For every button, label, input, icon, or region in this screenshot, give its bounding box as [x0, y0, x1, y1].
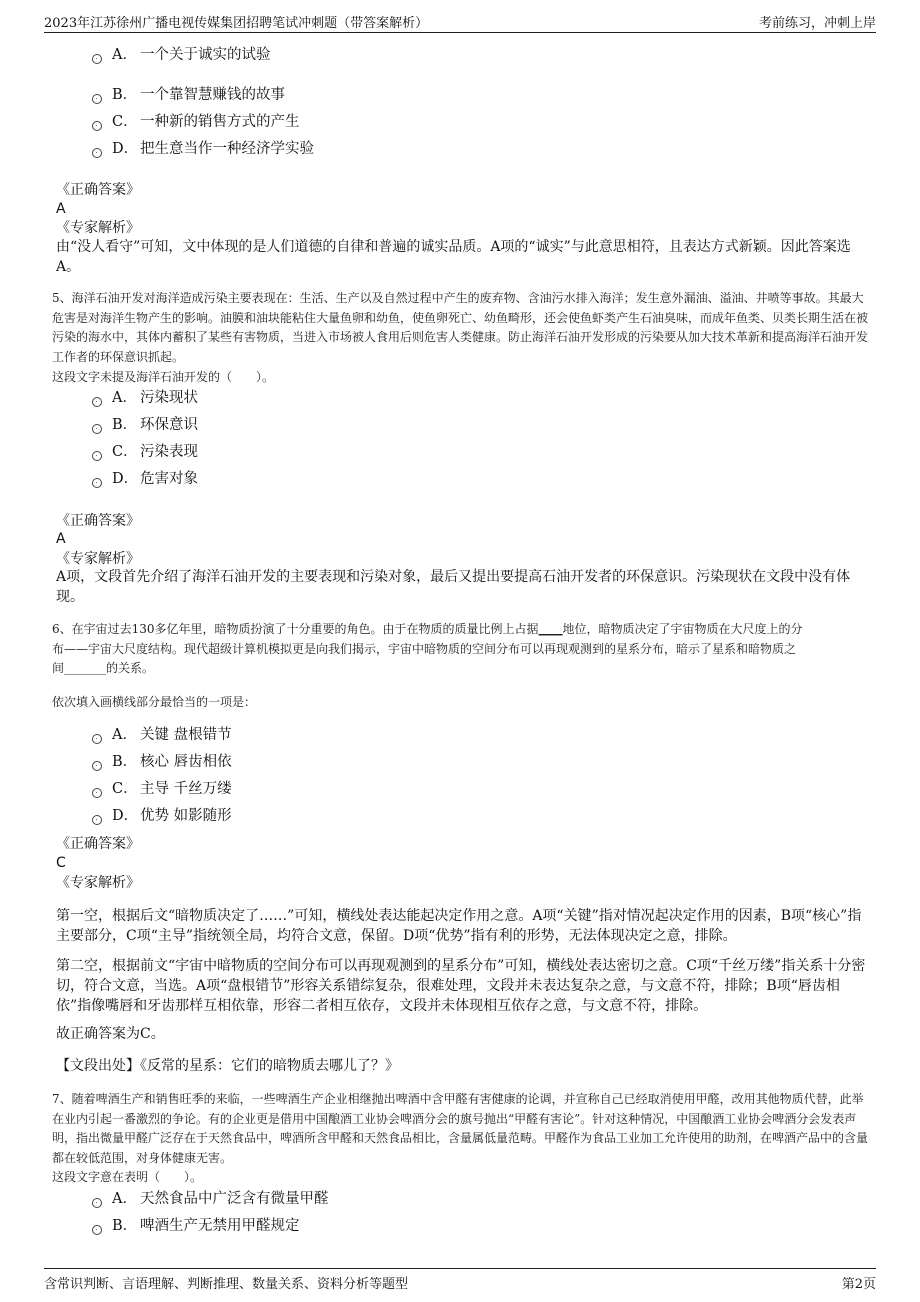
q5-stem: 5、海洋石油开发对海洋造成污染主要表现在：生活、生产以及自然过程中产生的废弃物、含油污水排入海洋；发生意外漏油、溢油、井喷等事故。其最大危害是对海洋生物产生的影响。油膜和油块能粘住大量鱼卵和幼鱼，使鱼卵死亡、幼鱼畸形，还会使鱼虾类产生石油臭味，而成年鱼类、贝类长期生活在被污染的海水中，其体内蓄积了某些有害物质，当进入市场被人食用后则危害人类健康。防止海洋石油开发形成的污染要从加大技术革新和提高海洋石油开发工作者的环保意识抓起。: [52, 291, 869, 364]
q6-option-b[interactable]: B． 核心 唇齿相依: [92, 751, 232, 773]
q5-analysis-label: 《专家解析》: [56, 551, 140, 567]
q4-analysis: 由“没人看守”可知，文中体现的是人们道德的自律和普遍的诚实品质。A项的“诚实”与此意思相符，且表达方式新颖。因此答案选A。: [56, 239, 851, 275]
q4-option-d[interactable]: D． 把生意当作一种经济学实验: [92, 138, 314, 160]
radio-icon[interactable]: [92, 94, 102, 104]
page-header: [44, 10, 876, 33]
q5-option-a[interactable]: A． 污染现状: [92, 387, 198, 409]
q6-analysis-p1: 第一空，根据后文“暗物质决定了……”可知，横线处表达能起决定作用之意。A项“关键”指对情况起决定作用的因素，B项“核心”指主要部分，C项“主导”指统领全局，均符合文意，保留。D项“优势”指有利的形势，无法体现决定之意，排除。: [56, 908, 862, 944]
radio-icon[interactable]: [92, 788, 102, 798]
blank-2: _______: [64, 661, 107, 675]
q4-analysis-label: 《专家解析》: [56, 220, 140, 236]
page-footer: [44, 1268, 876, 1295]
radio-icon[interactable]: [92, 121, 102, 131]
radio-icon[interactable]: [92, 815, 102, 825]
header-slogan: 考前练习，冲刺上岸: [758, 16, 876, 31]
q5-answer: A: [56, 531, 66, 547]
footer-categories: 含常识判断、言语理解、判断推理、数量关系、资料分析等题型: [44, 1277, 409, 1292]
q5-option-d[interactable]: D． 危害对象: [92, 468, 198, 490]
q6-analysis-label: 《专家解析》: [56, 875, 140, 891]
q6-answer-label: 《正确答案》: [56, 836, 140, 852]
radio-icon[interactable]: [92, 1198, 102, 1208]
q6-source: 【文段出处】《反常的星系：它们的暗物质去哪儿了？》: [56, 1058, 399, 1074]
radio-icon[interactable]: [92, 148, 102, 158]
q4-option-c[interactable]: C． 一种新的销售方式的产生: [92, 111, 300, 133]
q4-option-b[interactable]: B． 一个靠智慧赚钱的故事: [92, 84, 285, 106]
radio-icon[interactable]: [92, 451, 102, 461]
radio-icon[interactable]: [92, 1225, 102, 1235]
q5-question: 这段文字未提及海洋石油开发的（ ）。: [52, 370, 275, 384]
q6-stem: 6、在宇宙过去130多亿年里，暗物质扮演了十分重要的角色。由于在物质的质量比例上占据____地位，暗物质决定了宇宙物质在大尺度上的分 布——宇宙大尺度结构。现代超级计算机模拟更是向我们揭示，宇宙中暗物质的空间分布可以再现观测到的星系分布，暗示了星系和暗物质之 间_______的关系。: [52, 622, 803, 675]
q6-answer: C: [56, 855, 66, 871]
blank-1: ____: [538, 622, 563, 636]
q5-option-b[interactable]: B． 环保意识: [92, 414, 198, 436]
q6-option-c[interactable]: C． 主导 千丝万缕: [92, 778, 232, 800]
q7-stem: 7、随着啤酒生产和销售旺季的来临，一些啤酒生产企业相继抛出啤酒中含甲醛有害健康的论调，并宣称自己已经取消使用甲醛，改用其他物质代替，此举在业内引起一番激烈的争论。有的企业更是借用中国酿酒工业协会啤酒分会的旗号抛出“甲醛有害论”。针对这种情况，中国酿酒工业协会啤酒分会发表声明，指出微量甲醛广泛存在于天然食品中，啤酒所含甲醛和天然食品相比，含量属低量范畴。甲醛作为食品工业加工允许使用的助剂，在啤酒产品中的含量都在较低范围，对身体健康无害。: [52, 1092, 869, 1165]
q6-option-a[interactable]: A． 关键 盘根错节: [92, 724, 232, 746]
q4-option-a[interactable]: A． 一个关于诚实的试验: [92, 44, 271, 66]
q5-answer-label: 《正确答案》: [56, 513, 140, 529]
page-number: 第2页: [841, 1277, 876, 1292]
radio-icon[interactable]: [92, 424, 102, 434]
document-title: 2023年江苏徐州广播电视传媒集团招聘笔试冲刺题（带答案解析）: [44, 16, 429, 31]
q6-analysis-p3: 故正确答案为C。: [56, 1026, 165, 1042]
q7-question: 这段文字意在表明（ ）。: [52, 1170, 203, 1184]
radio-icon[interactable]: [92, 478, 102, 488]
q5-option-c[interactable]: C． 污染表现: [92, 441, 198, 463]
q6-option-d[interactable]: D． 优势 如影随形: [92, 805, 232, 827]
q4-answer-label: 《正确答案》: [56, 182, 140, 198]
q7-option-b[interactable]: B． 啤酒生产无禁用甲醛规定: [92, 1215, 300, 1237]
q5-analysis: A项，文段首先介绍了海洋石油开发的主要表现和污染对象，最后又提出要提高石油开发者的环保意识。污染现状在文段中没有体现。: [56, 569, 851, 605]
q4-answer: A: [56, 201, 66, 217]
q6-question: 依次填入画横线部分最恰当的一项是：: [52, 695, 257, 709]
radio-icon[interactable]: [92, 761, 102, 771]
q7-option-a[interactable]: A． 天然食品中广泛含有微量甲醛: [92, 1188, 329, 1210]
radio-icon[interactable]: [92, 397, 102, 407]
radio-icon[interactable]: [92, 54, 102, 64]
q6-analysis-p2: 第二空，根据前文“宇宙中暗物质的空间分布可以再现观测到的星系分布”可知，横线处表达密切之意。C项“千丝万缕”指关系十分密切，符合文意，当选。A项“盘根错节”形容关系错综复杂，很难处理，文段并未表达复杂之意，与文意不符，排除；B项“唇齿相依”指像嘴唇和牙齿那样互相依靠，形容二者相互依存，文段并未体现相互依存之意，与文意不符，排除。: [56, 958, 866, 1014]
radio-icon[interactable]: [92, 734, 102, 744]
